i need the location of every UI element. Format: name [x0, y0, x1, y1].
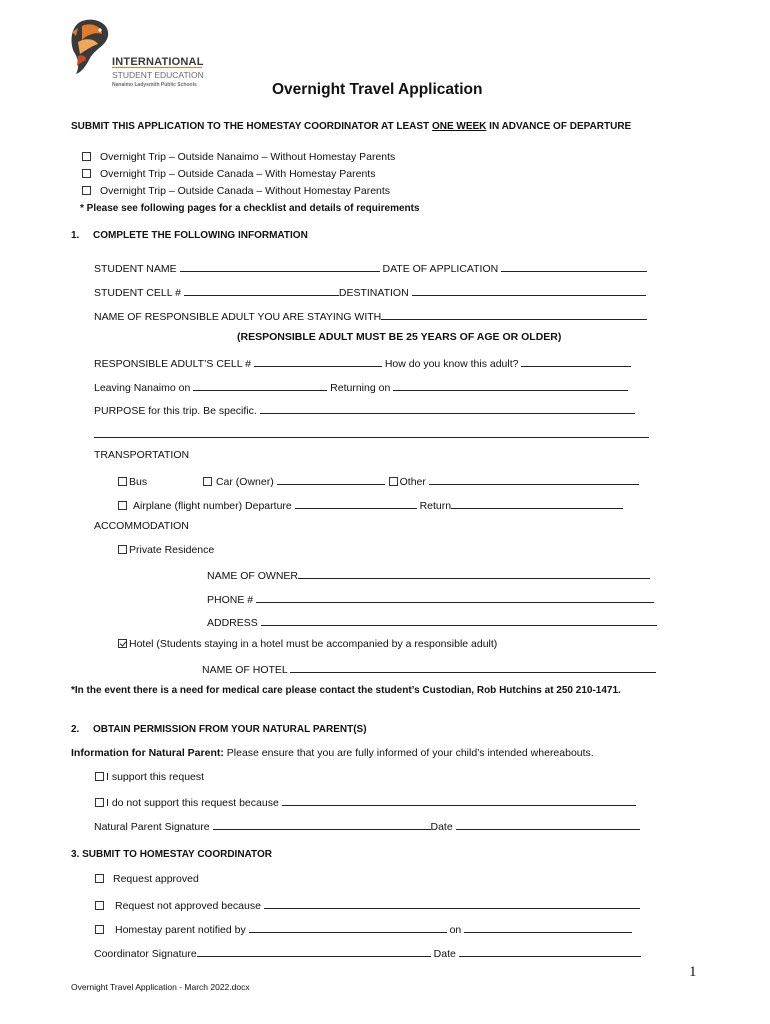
logo-line3: Nanaimo Ladysmith Public Schools: [112, 82, 197, 88]
checkbox[interactable]: [95, 874, 104, 883]
notified-on-label: on: [449, 924, 462, 936]
checkbox[interactable]: [95, 772, 104, 781]
checkbox[interactable]: [118, 501, 127, 510]
checkbox[interactable]: [389, 477, 398, 486]
other-field[interactable]: [429, 473, 639, 485]
student-cell-row: [94, 284, 646, 299]
responsible-adult-row: [94, 308, 647, 323]
checkbox[interactable]: [82, 152, 91, 161]
hotel-name-row: [202, 661, 656, 676]
bus-label: Bus: [129, 476, 148, 488]
parent-info-label: Information for Natural Parent:: [71, 747, 224, 759]
not-approved-label: Request not approved because: [115, 900, 261, 912]
page-number: 1: [689, 964, 697, 980]
logo-line2: STUDENT EDUCATION: [112, 70, 204, 80]
coordinator-signature-field[interactable]: [197, 945, 431, 957]
returning-field[interactable]: [393, 379, 628, 391]
checkbox[interactable]: [95, 925, 104, 934]
student-name-label: STUDENT NAME: [94, 263, 177, 275]
airplane-row: [118, 497, 623, 512]
checkbox-checked[interactable]: [118, 639, 127, 648]
fish-logo-icon: [70, 18, 112, 76]
know-adult-field[interactable]: [521, 355, 631, 367]
medical-note: *In the event there is a need for medical care please contact the student’s Custodian, Rob Hutchins at 250 210-1471.: [71, 685, 621, 696]
trip-option-label: Overnight Trip – Outside Canada – Without Homestay Parents: [100, 185, 391, 197]
adult-cell-row: [94, 355, 631, 370]
date-of-application-label: DATE OF APPLICATION: [382, 263, 499, 275]
return-field[interactable]: [451, 497, 623, 509]
not-approved-field[interactable]: [264, 897, 640, 909]
notified-by-field[interactable]: [249, 921, 447, 933]
section3-heading: 3. SUBMIT TO HOMESTAY COORDINATOR: [71, 849, 272, 860]
address-row: [207, 614, 657, 629]
responsible-adult-field[interactable]: [381, 308, 647, 320]
phone-label: PHONE #: [207, 594, 254, 606]
submit-notice-pre: SUBMIT THIS APPLICATION TO THE HOMESTAY COORDINATOR AT LEAST: [71, 121, 432, 132]
student-cell-field[interactable]: [184, 284, 339, 296]
checkbox[interactable]: [118, 477, 127, 486]
departure-field[interactable]: [295, 497, 417, 509]
approved-row: [95, 873, 199, 885]
owner-row: [207, 567, 650, 582]
section2-heading: OBTAIN PERMISSION FROM YOUR NATURAL PARENT(S): [93, 724, 367, 735]
trip-option[interactable]: [82, 151, 395, 163]
know-adult-label: How do you know this adult?: [384, 358, 519, 370]
submit-notice-post: IN ADVANCE OF DEPARTURE: [486, 121, 632, 132]
owner-field[interactable]: [298, 567, 650, 579]
address-field[interactable]: [261, 614, 657, 626]
checkbox[interactable]: [203, 477, 212, 486]
notified-on-field[interactable]: [464, 921, 632, 933]
returning-label: Returning on: [330, 382, 391, 394]
hotel-label: Hotel (Students staying in a hotel must be accompanied by a responsible adult): [129, 638, 498, 650]
parent-signature-label: Natural Parent Signature: [94, 821, 210, 833]
phone-field[interactable]: [256, 591, 654, 603]
destination-label: DESTINATION: [338, 287, 409, 299]
footer-text: Overnight Travel Application - March 2022.docx: [71, 982, 250, 992]
return-label: Return: [419, 500, 452, 512]
checkbox[interactable]: [118, 545, 127, 554]
parent-signature-field[interactable]: [213, 818, 431, 830]
submit-notice: [71, 121, 631, 132]
purpose-label: PURPOSE for this trip. Be specific.: [94, 405, 257, 417]
leaving-label: Leaving Nanaimo on: [94, 382, 191, 394]
coordinator-signature-label: Coordinator Signature: [94, 948, 197, 960]
section1-number: 1.: [71, 230, 80, 241]
student-name-field[interactable]: [180, 260, 380, 272]
address-label: ADDRESS: [207, 617, 258, 629]
coordinator-signature-row: [94, 945, 641, 960]
submit-notice-emphasis: ONE WEEK: [431, 121, 487, 132]
car-owner-field[interactable]: [277, 473, 385, 485]
adult-cell-field[interactable]: [254, 355, 382, 367]
section2-number: 2.: [71, 724, 80, 735]
hotel-row: [118, 638, 497, 650]
accommodation-heading: ACCOMMODATION: [94, 520, 189, 532]
transportation-heading: TRANSPORTATION: [94, 449, 190, 461]
support-label: I support this request: [106, 771, 205, 783]
date-of-application-field[interactable]: [501, 260, 647, 272]
destination-field[interactable]: [412, 284, 646, 296]
car-label: Car (Owner): [215, 476, 274, 488]
owner-label: NAME OF OWNER: [207, 570, 298, 582]
parent-date-label: Date: [430, 821, 453, 833]
responsible-adult-label: NAME OF RESPONSIBLE ADULT YOU ARE STAYING WITH: [94, 311, 382, 323]
student-cell-label: STUDENT CELL #: [94, 287, 181, 299]
transport-row: [118, 473, 639, 488]
purpose-row: [94, 402, 635, 417]
school-logo: [70, 16, 220, 96]
hotel-name-field[interactable]: [290, 661, 656, 673]
private-residence-row: [118, 544, 214, 556]
checkbox[interactable]: [95, 798, 104, 807]
trip-option[interactable]: [82, 168, 375, 180]
parent-info: [71, 747, 594, 759]
logo-rule: [112, 67, 202, 68]
student-name-row: [94, 260, 647, 275]
logo-line1: INTERNATIONAL: [112, 56, 204, 68]
adult-cell-label: RESPONSIBLE ADULT’S CELL #: [94, 358, 251, 370]
coordinator-date-field[interactable]: [459, 945, 641, 957]
age-note: (RESPONSIBLE ADULT MUST BE 25 YEARS OF AGE OR OLDER): [237, 331, 562, 343]
parent-date-field[interactable]: [456, 818, 640, 830]
not-approved-row: [95, 897, 640, 912]
page-title: Overnight Travel Application: [272, 81, 483, 98]
not-support-row: [95, 794, 636, 809]
dates-row: [94, 379, 628, 394]
parent-info-text: Please ensure that you are fully informed of your child’s intended whereabouts.: [223, 747, 594, 759]
hotel-name-label: NAME OF HOTEL: [202, 664, 288, 676]
purpose-field[interactable]: [260, 402, 635, 414]
notified-row: [95, 921, 632, 936]
checklist-note: * Please see following pages for a checklist and details of requirements: [80, 203, 420, 214]
trip-option-label: Overnight Trip – Outside Nanaimo – Without Homestay Parents: [100, 151, 396, 163]
airplane-label: Airplane (flight number) Departure: [133, 500, 292, 512]
trip-option[interactable]: [82, 185, 390, 197]
not-support-label: I do not support this request because: [106, 797, 279, 809]
other-label: Other: [399, 476, 426, 488]
approved-label: Request approved: [113, 873, 199, 885]
purpose-field-line2[interactable]: [94, 437, 649, 438]
notified-label: Homestay parent notified by: [115, 924, 246, 936]
support-row: [95, 771, 204, 783]
coordinator-date-label: Date: [433, 948, 456, 960]
trip-option-label: Overnight Trip – Outside Canada – With Homestay Parents: [100, 168, 376, 180]
section1-heading: COMPLETE THE FOLLOWING INFORMATION: [93, 230, 308, 241]
checkbox[interactable]: [82, 169, 91, 178]
parent-signature-row: [94, 818, 640, 833]
phone-row: [207, 591, 654, 606]
private-residence-label: Private Residence: [129, 544, 215, 556]
not-support-field[interactable]: [282, 794, 636, 806]
checkbox[interactable]: [95, 901, 104, 910]
leaving-field[interactable]: [193, 379, 327, 391]
checkbox[interactable]: [82, 186, 91, 195]
